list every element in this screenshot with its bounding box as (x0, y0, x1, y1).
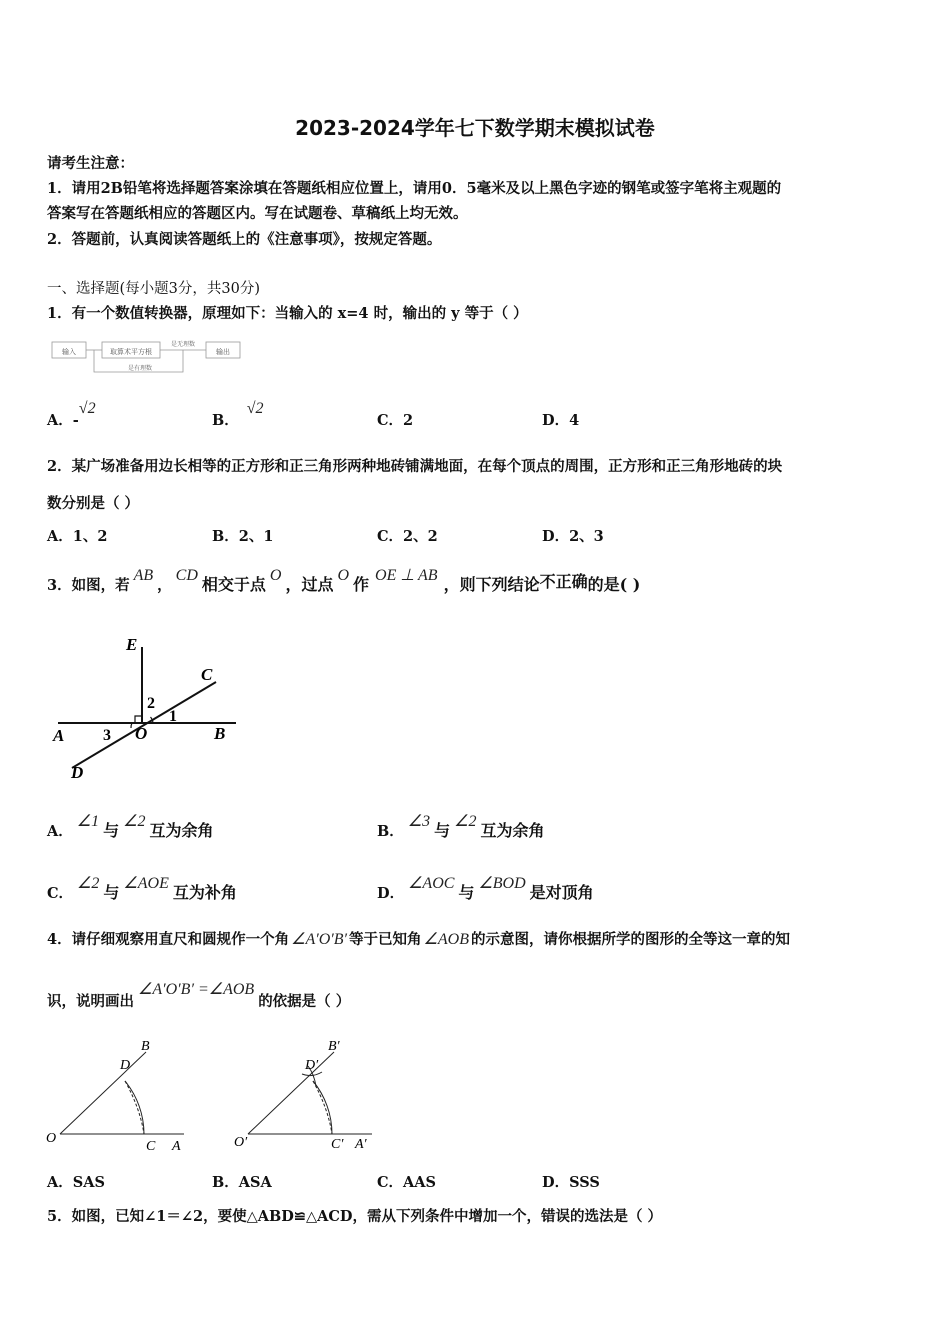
q1-b-math: √2 (246, 400, 264, 417)
fig3-label-2: 2 (147, 695, 155, 712)
fig3-label-e: E (126, 635, 138, 654)
q3-m5: OE ⊥ AB (375, 567, 438, 584)
q3-option-a[interactable] (47, 813, 214, 841)
fig4a-label-c: C (146, 1139, 156, 1154)
fig4a-label-b: B (141, 1039, 150, 1054)
q1-option-d[interactable]: D．4 (542, 412, 580, 429)
q4-p1: 4．请仔细观察用直尺和圆规作一个角 (47, 931, 290, 948)
q3-c-w: 与 (103, 883, 120, 902)
q3-d-m2: ∠BOD (478, 875, 526, 892)
q4-option-b[interactable]: B．ASA (212, 1174, 272, 1191)
q3-b-label: B． (377, 823, 404, 840)
q3-d-w: 与 (458, 883, 475, 902)
q4-option-c[interactable]: C．AAS (377, 1174, 437, 1191)
flow-input-text: 输入 (62, 348, 76, 356)
q2-stem-b: 数分别是（ ） (47, 495, 140, 512)
q4-option-a[interactable]: A．SAS (47, 1174, 105, 1191)
q2-stem-a: 2．某广场准备用边长相等的正方形和正三角形两种地砖铺满地面，在每个顶点的周围，正方形和正三角形地砖的块 (47, 458, 783, 475)
q3-option-d[interactable] (377, 875, 594, 903)
notice-line2: 2．答题前，认真阅读答题纸上的《注意事项》，按规定答题。 (47, 231, 442, 248)
flow-output-text: 输出 (216, 348, 230, 356)
q3-d-m1: ∠AOC (408, 875, 455, 892)
fig4b-label-o: O′ (234, 1135, 248, 1150)
q2-option-a[interactable]: A．1、2 (47, 528, 108, 545)
q3-p3: ，过点 (285, 575, 334, 594)
q3-m4: O (337, 567, 350, 584)
notice-line1b: 答案写在答题纸相应的答题区内。写在试题卷、草稿纸上均无效。 (47, 205, 468, 222)
q3-a-m2: ∠2 (123, 813, 146, 830)
q4-option-d[interactable]: D．SSS (542, 1174, 600, 1191)
q4-m2: ∠AOB (423, 931, 469, 948)
q1-stem: 1．有一个数值转换器，原理如下：当输入的 x=4 时，输出的 y 等于（ ） (47, 305, 528, 322)
q3-p7: 的是( ) (587, 575, 641, 594)
q1-option-b[interactable] (212, 400, 264, 430)
q5-stem: 5．如图，已知∠1＝∠2，要使△ABD≌△ACD，需从下列条件中增加一个，错误的选法是（ ） (47, 1208, 663, 1225)
q3-b-w: 与 (434, 821, 451, 840)
flow-rational-text: 是有理数 (127, 366, 153, 372)
q2-option-d[interactable]: D．2、3 (542, 528, 604, 545)
notice-line1a: 1．请用2B铅笔将选择题答案涂填在答题纸相应位置上，请用0．5毫米及以上黑色字迹的钢笔或签字笔将主观题的 (47, 180, 782, 197)
fig4b-label-a: A′ (355, 1137, 367, 1152)
fig3-label-b: B (214, 724, 226, 743)
fig3-label-d: D (71, 763, 84, 782)
q1-flowchart (48, 336, 248, 378)
q3-c-m1: ∠2 (77, 875, 100, 892)
q3-d-label: D． (377, 885, 405, 902)
q4-p2: 等于已知角 (349, 931, 422, 948)
q3-m3: O (269, 567, 282, 584)
fig4b-label-d: D′ (305, 1058, 319, 1073)
notice-heading: 请考生注意： (47, 155, 134, 172)
q4-p4: 识，说明画出 (47, 993, 134, 1010)
q3-p6: 不正确 (539, 572, 588, 591)
page-title: 2023-2024学年七下数学期末模拟试卷 (295, 116, 655, 140)
q3-c-m2: ∠AOE (123, 875, 169, 892)
q3-c-label: C． (47, 885, 74, 902)
q3-d-t: 是对顶角 (529, 883, 594, 902)
q3-a-m1: ∠1 (76, 813, 100, 830)
q3-comma: ， (157, 577, 172, 594)
fig3-label-a: A (53, 726, 65, 745)
fig4a-label-d: D (120, 1058, 131, 1073)
q4-p5: 的依据是（ ） (258, 993, 351, 1010)
q3-p5: ，则下列结论 (443, 575, 540, 594)
q3-b-m1: ∠3 (407, 813, 431, 830)
q4-figure-original (44, 1036, 194, 1154)
q3-b-t: 互为余角 (480, 821, 545, 840)
fig4b-label-b: B′ (328, 1039, 340, 1054)
q3-a-t: 互为余角 (149, 821, 214, 840)
q3-a-w: 与 (103, 821, 120, 840)
fig3-label-3: 3 (103, 727, 111, 744)
q1-a-label: A．- (47, 412, 79, 429)
q4-stem-line2 (47, 981, 351, 1011)
q4-stem-line1 (47, 928, 790, 949)
fig4a-label-o: O (46, 1131, 57, 1146)
q1-b-label: B． (212, 412, 239, 429)
q3-p4: 作 (353, 575, 370, 594)
fig3-label-1: 1 (169, 708, 177, 725)
fig3-label-o: O (135, 724, 148, 743)
q3-m2: CD (175, 567, 198, 584)
q3-b-m2: ∠2 (454, 813, 477, 830)
q3-p1: 3．如图，若 (47, 577, 130, 594)
q3-a-label: A． (47, 823, 73, 840)
flow-irrational-text: 是无理数 (170, 342, 196, 348)
q3-option-c[interactable] (47, 875, 237, 903)
q3-p2: 相交于点 (201, 575, 266, 594)
q1-a-math: √2 (78, 400, 96, 417)
q2-option-c[interactable]: C．2、2 (377, 528, 438, 545)
q3-figure (46, 630, 246, 780)
fig3-label-c: C (201, 665, 213, 684)
q4-m3: ∠A′O′B′ =∠AOB (138, 981, 255, 998)
q3-m1: AB (133, 567, 154, 584)
fig4b-label-c: C′ (331, 1137, 344, 1152)
fig4a-label-a: A (172, 1139, 181, 1154)
q1-option-a[interactable] (47, 400, 96, 430)
q4-m1: ∠A′O′B′ (291, 931, 348, 948)
flow-sqrt-text: 取算术平方根 (110, 348, 152, 356)
q3-stem (47, 567, 641, 595)
q4-p3: 的示意图，请你根据所学的图形的全等这一章的知 (471, 931, 790, 948)
section-heading: 一、选择题(每小题3分，共30分) (47, 281, 260, 297)
q2-option-b[interactable]: B．2、1 (212, 528, 274, 545)
q3-c-t: 互为补角 (172, 883, 237, 902)
q3-option-b[interactable] (377, 813, 545, 841)
q4-figure-copy (232, 1036, 382, 1154)
q1-option-c[interactable]: C．2 (377, 412, 414, 429)
